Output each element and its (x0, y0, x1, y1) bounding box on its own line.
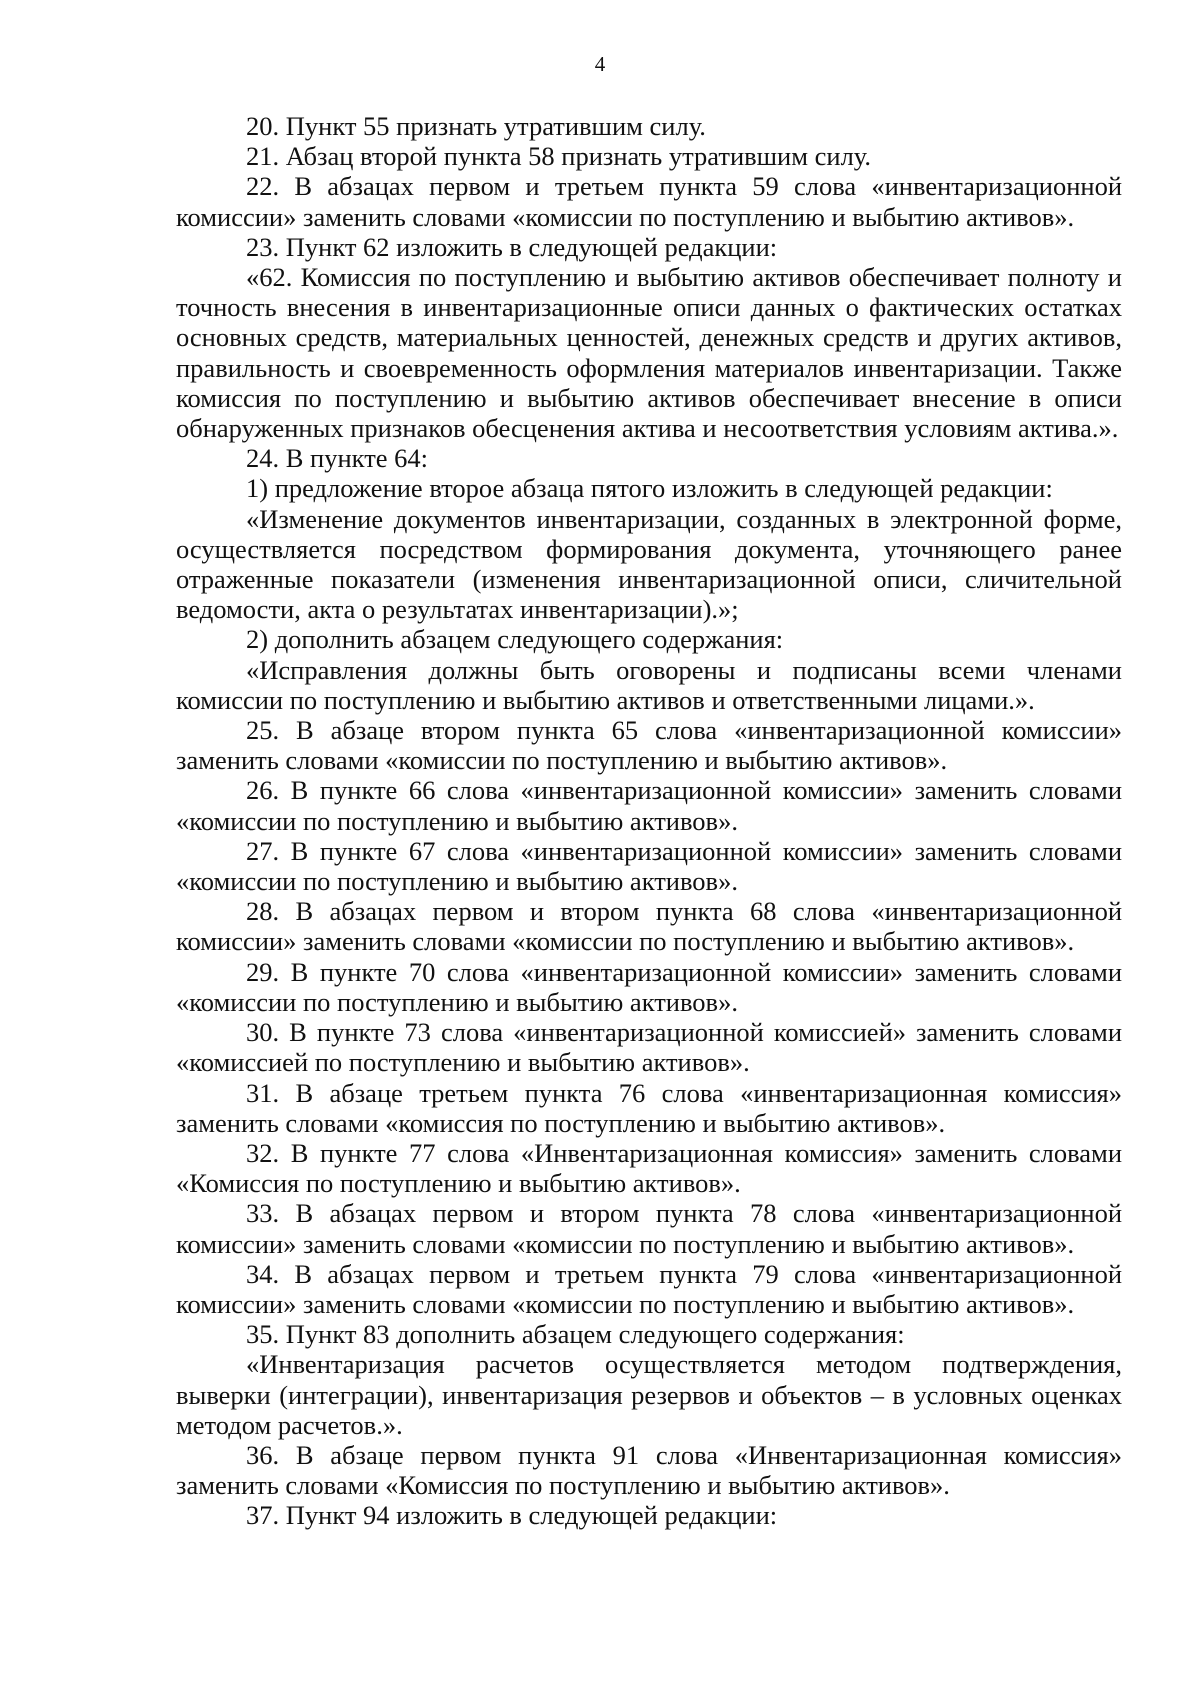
paragraph-item-34: 34. В абзацах первом и третьем пункта 79 слова «инвентаризационной комиссии» заменить словами «комиссии по поступлению и выбытию активов». (176, 1258, 1122, 1319)
paragraph-item-33: 33. В абзацах первом и втором пункта 78 слова «инвентаризационной комиссии» заменить словами «комиссии по поступлению и выбытию активов». (176, 1198, 1122, 1259)
paragraph-item-35: 35. Пункт 83 дополнить абзацем следующего содержания: (246, 1319, 905, 1350)
paragraph-item-30: 30. В пункте 73 слова «инвентаризационной комиссией» заменить словами «комиссией по поступлению и выбытию активов». (176, 1017, 1122, 1078)
paragraph-item-37: 37. Пункт 94 изложить в следующей редакции: (246, 1500, 778, 1531)
paragraph-item-25: 25. В абзаце втором пункта 65 слова «инвентаризационной комиссии» заменить словами «комиссии по поступлению и выбытию активов». (176, 715, 1122, 776)
quoted-paragraph-24-1: «Изменение документов инвентаризации, созданных в электронной форме, осуществляется посредством формирования документа, уточняющего ранее отраженные показатели (изменения инвентаризационной описи, сличительной ведомости, акта о результатах инвентаризации).»; (176, 503, 1122, 625)
quoted-paragraph-62: «62. Комиссия по поступлению и выбытию активов обеспечивает полноту и точность внесения в инвентаризационные описи данных о фактических остатках основных средств, материальных ценностей, денежных средств и других активов, правильность и своевременность оформления материалов инвентаризации. Также комиссия по поступлению и выбытию активов обеспечивает внесение в описи обнаруженных признаков обесценения актива и несоответствия условиям актива.». (176, 262, 1122, 444)
paragraph-item-27: 27. В пункте 67 слова «инвентаризационной комиссии» заменить словами «комиссии по поступлению и выбытию активов». (176, 835, 1122, 897)
quoted-paragraph-35: «Инвентаризация расчетов осуществляется методом подтверждения, выверки (интеграции), инвентаризация резервов и объектов – в условных оценках методом расчетов.». (176, 1349, 1122, 1440)
page-number: 4 (594, 52, 606, 76)
paragraph-item-20: 20. Пункт 55 признать утратившим силу. (246, 111, 706, 141)
paragraph-item-22: 22. В абзацах первом и третьем пункта 59 слова «инвентаризационной комиссии» заменить словами «комиссии по поступлению и выбытию активов». (176, 171, 1122, 232)
subitem-24-1: 1) предложение второе абзаца пятого изложить в следующей редакции: (246, 473, 1053, 504)
paragraph-item-24: 24. В пункте 64: (246, 443, 429, 474)
paragraph-item-26: 26. В пункте 66 слова «инвентаризационной комиссии» заменить словами «комиссии по поступлению и выбытию активов». (176, 775, 1122, 836)
paragraph-item-28: 28. В абзацах первом и втором пункта 68 слова «инвентаризационной комиссии» заменить словами «комиссии по поступлению и выбытию активов». (176, 896, 1122, 957)
paragraph-item-21: 21. Абзац второй пункта 58 признать утратившим силу. (246, 141, 872, 172)
paragraph-item-32: 32. В пункте 77 слова «Инвентаризационная комиссия» заменить словами «Комиссия по поступлению и выбытию активов». (176, 1137, 1122, 1199)
quoted-paragraph-24-2: «Исправления должны быть оговорены и подписаны всеми членами комиссии по поступлению и выбытию активов и ответственными лицами.». (176, 654, 1122, 715)
subitem-24-2: 2) дополнить абзацем следующего содержания: (246, 624, 784, 655)
paragraph-item-36: 36. В абзаце первом пункта 91 слова «Инвентаризационная комиссия» заменить словами «Комиссия по поступлению и выбытию активов». (176, 1439, 1122, 1501)
paragraph-item-29: 29. В пункте 70 слова «инвентаризационной комиссии» заменить словами «комиссии по поступлению и выбытию активов». (176, 956, 1122, 1017)
paragraph-item-23: 23. Пункт 62 изложить в следующей редакции: (246, 231, 778, 262)
paragraph-item-31: 31. В абзаце третьем пункта 76 слова «инвентаризационная комиссия» заменить словами «комиссия по поступлению и выбытию активов». (176, 1077, 1122, 1138)
document-body (176, 111, 1122, 1531)
